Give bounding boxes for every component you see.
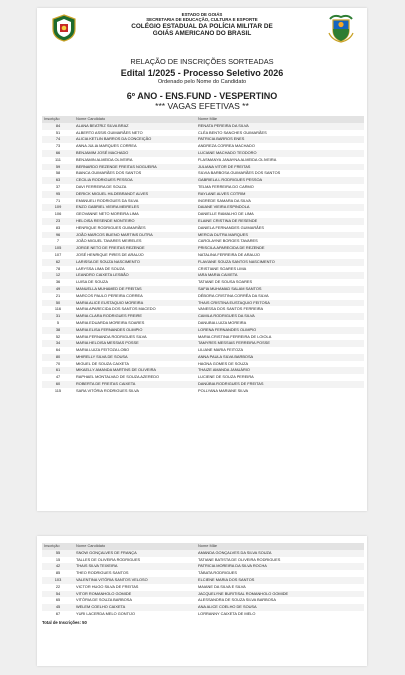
table-row bbox=[42, 557, 364, 564]
table-row bbox=[42, 563, 364, 570]
cell-inscription: 23 bbox=[42, 218, 74, 225]
cell-inscription: 109 bbox=[42, 204, 74, 211]
cell-candidate-name: HENRIQUE RODRIGUES GUIMARÃES bbox=[74, 225, 196, 232]
table-row bbox=[42, 584, 364, 591]
cell-inscription: 71 bbox=[42, 198, 74, 205]
cell-candidate-name: RAPHAEL MONTALVAO DE SOUZA AZEREDO bbox=[74, 374, 196, 381]
cell-mother-name: TATIANE DE SOUSA SOARES bbox=[196, 279, 364, 286]
table-row bbox=[42, 347, 364, 354]
cell-inscription: 52 bbox=[42, 334, 74, 341]
cell-inscription: 65 bbox=[42, 597, 74, 604]
cell-candidate-name: JORGE NETO DE FREITAS REZENDE bbox=[74, 245, 196, 252]
cell-candidate-name: MARIA FERNANDA RODRIGUES SILVA bbox=[74, 334, 196, 341]
cell-candidate-name: MANUELLA MUHAMED DE FREITAS bbox=[74, 286, 196, 293]
table-row bbox=[42, 354, 364, 361]
cell-mother-name: DÉBORA CRISTINA CORRÊA DA SILVA bbox=[196, 293, 364, 300]
cell-mother-name: VANESSA DOS SANTOS FERREIRA bbox=[196, 306, 364, 313]
cell-candidate-name: SARA VITÓRIA RODRIGUES SILVA bbox=[74, 388, 196, 395]
cell-inscription: 42 bbox=[42, 563, 74, 570]
cell-candidate-name: ENZO GABRIEL VIEIRA MEIRELES bbox=[74, 204, 196, 211]
cell-mother-name: ALESSANDRA DE SOUZA SILVA BARBOSA bbox=[196, 597, 364, 604]
cell-candidate-name: MARCOS PAULO PEREIRA CORREA bbox=[74, 293, 196, 300]
table-row bbox=[42, 320, 364, 327]
cell-mother-name: SAFIA MUHAMAD SALAM SANTOS bbox=[196, 286, 364, 293]
cell-candidate-name: MARIA ALICE EUSTAQUIO MOREIRA bbox=[74, 300, 196, 307]
cell-mother-name: HAGNA GOMES DE SOUZA bbox=[196, 361, 364, 368]
cell-inscription: 22 bbox=[42, 584, 74, 591]
cell-candidate-name: MARIA ELISA FERNANDES OLIMPIO bbox=[74, 327, 196, 334]
cell-inscription: 66 bbox=[42, 150, 74, 157]
cell-inscription: 45 bbox=[42, 604, 74, 611]
cell-inscription: 107 bbox=[42, 252, 74, 259]
cell-mother-name: POLLYANA MARIANE SILVA bbox=[196, 388, 364, 395]
cell-candidate-name: MARIA APARECIDA DOS SANTOS MACEDO bbox=[74, 306, 196, 313]
table-row bbox=[42, 191, 364, 198]
grade-title: 6º ANO - ENS.FUND - VESPERTINO bbox=[126, 91, 278, 101]
cell-inscription: 85 bbox=[42, 570, 74, 577]
cell-inscription: 64 bbox=[42, 347, 74, 354]
table-row bbox=[42, 204, 364, 211]
cell-inscription: 51 bbox=[42, 130, 74, 137]
table-row bbox=[42, 293, 364, 300]
cell-candidate-name: GEOVANNE NETO MOREIRA LIMA bbox=[74, 211, 196, 218]
category-title: *** VAGAS EFETIVAS ** bbox=[155, 101, 249, 111]
cell-inscription: 58 bbox=[42, 170, 74, 177]
cell-mother-name: ELCIENE MARIA DOS SANTOS bbox=[196, 577, 364, 584]
table-row bbox=[42, 313, 364, 320]
cell-inscription: 62 bbox=[42, 259, 74, 266]
cell-candidate-name: BERNARDO REZENDE FREITAS NOGUEIRA bbox=[74, 164, 196, 171]
cell-inscription: 5 bbox=[42, 320, 74, 327]
goias-coat-of-arms-icon bbox=[327, 13, 355, 43]
table-row bbox=[42, 184, 364, 191]
cell-candidate-name: LUISA DE SOUZA bbox=[74, 279, 196, 286]
cell-inscription: 38 bbox=[42, 327, 74, 334]
table-row bbox=[42, 177, 364, 184]
cell-mother-name: CRISTIANE SOARES LIMA bbox=[196, 266, 364, 273]
cell-inscription: 105 bbox=[42, 245, 74, 252]
table-row bbox=[42, 259, 364, 266]
cell-inscription: 78 bbox=[42, 266, 74, 273]
cell-candidate-name: HELOISA RESENDE MONTEIRO bbox=[74, 218, 196, 225]
cell-mother-name: THAIS CRISTINA EUSTAQUIO FEITOSA bbox=[196, 300, 364, 307]
table-row bbox=[42, 361, 364, 368]
cell-mother-name: DAIANE VIEIRA ESPINDOLA bbox=[196, 204, 364, 211]
table-row bbox=[42, 550, 364, 557]
document-page-2 bbox=[37, 536, 367, 666]
cell-mother-name: THAIZE AMANDA JANUÁRIO bbox=[196, 367, 364, 374]
cell-mother-name: DANIELA FERNANDES GUIMARÃES bbox=[196, 225, 364, 232]
cell-mother-name: INGREDE SAMARA DA SILVA bbox=[196, 198, 364, 205]
cell-candidate-name: EMANUELI RODRIGUES DA SILVA bbox=[74, 198, 196, 205]
table-row bbox=[42, 577, 364, 584]
cell-candidate-name: TALLES DE OLIVEIRA RODRIGUES bbox=[74, 557, 196, 564]
cell-mother-name: NATALINA FERREIRA DE ARAUJO bbox=[196, 252, 364, 259]
cell-mother-name: DANÚBIA RODRIGUES DE FREITAS bbox=[196, 381, 364, 388]
cell-inscription: 49 bbox=[42, 286, 74, 293]
header-secretariat: SECRETARIA DE EDUCAÇÃO, CULTURA E ESPORTE bbox=[146, 16, 258, 22]
cell-mother-name: LUCIANE MACHADO TEODORO bbox=[196, 150, 364, 157]
cell-mother-name: LORRANNY CAIXETA DE MELO bbox=[196, 611, 364, 618]
cell-candidate-name: JOÃO MIGUEL TAVARES MEIRELES bbox=[74, 238, 196, 245]
cell-inscription: 74 bbox=[42, 136, 74, 143]
table-row bbox=[42, 245, 364, 252]
cell-mother-name: MAIANE DA SILVA E SILVA bbox=[196, 584, 364, 591]
cell-inscription: 70 bbox=[42, 361, 74, 368]
cell-candidate-name: BENJAMIM JOSÉ MACHADO bbox=[74, 150, 196, 157]
header-candidate: Nome Candidato bbox=[74, 543, 196, 550]
table-row bbox=[42, 272, 364, 279]
table-row bbox=[42, 381, 364, 388]
cell-inscription: 111 bbox=[42, 157, 74, 164]
table-row bbox=[42, 136, 364, 143]
military-school-emblem-icon bbox=[51, 14, 77, 42]
cell-mother-name: SILVIA BARBOSA GUIMARÃES DOS SANTOS bbox=[196, 170, 364, 177]
cell-inscription: 106 bbox=[42, 211, 74, 218]
cell-candidate-name: VITOR ROMANHOLO GOMIDE bbox=[74, 591, 196, 598]
cell-mother-name: GABRIELA L RODRIGUES PESSOA bbox=[196, 177, 364, 184]
cell-candidate-name: LARYSSA LIMA DE SOUZA bbox=[74, 266, 196, 273]
cell-mother-name: DANIELLE RAMALHO DE LIMA bbox=[196, 211, 364, 218]
table-row bbox=[42, 374, 364, 381]
cell-inscription: 103 bbox=[42, 577, 74, 584]
cell-mother-name: ANDREZA CORREA MACHADO bbox=[196, 143, 364, 150]
table-row bbox=[42, 367, 364, 374]
cell-inscription: 96 bbox=[42, 232, 74, 239]
cell-inscription: 61 bbox=[42, 367, 74, 374]
table-row bbox=[42, 218, 364, 225]
cell-candidate-name: DAVI FERREIRA DE SOUZA bbox=[74, 184, 196, 191]
cell-mother-name: MARIA CRISTINA FERREIRA DE LOIOLA bbox=[196, 334, 364, 341]
cell-inscription: 67 bbox=[42, 611, 74, 618]
cell-inscription: 73 bbox=[42, 143, 74, 150]
document-page-1 bbox=[37, 8, 367, 511]
cell-mother-name: IARA MARIA CAIXETA bbox=[196, 272, 364, 279]
total-inscriptions: Total de Inscrições: 50 bbox=[42, 619, 87, 625]
cell-inscription: 12 bbox=[42, 272, 74, 279]
cell-candidate-name: BENJAMIN ALMEIDA OLIVEIRA bbox=[74, 157, 196, 164]
table-row bbox=[42, 611, 364, 618]
cell-inscription: 36 bbox=[42, 279, 74, 286]
table-row bbox=[42, 306, 364, 313]
cell-candidate-name: VITÓRIA DE SOUZA BARBOSA bbox=[74, 597, 196, 604]
table-header-row bbox=[42, 543, 364, 550]
cell-mother-name: ANA ALICE COELHO DE SOUSA bbox=[196, 604, 364, 611]
cell-mother-name: TATIANE BATISTA DE OLIVEIRA RODRIGUES bbox=[196, 557, 364, 564]
cell-mother-name: RAYLANE ALVES COTRIM bbox=[196, 191, 364, 198]
cell-mother-name: LILIANE MARIA FEITOZA bbox=[196, 347, 364, 354]
cell-candidate-name: YURI LACERDA MELO GONTIJO bbox=[74, 611, 196, 618]
table-row bbox=[42, 252, 364, 259]
candidates-table bbox=[42, 116, 364, 395]
table-row bbox=[42, 591, 364, 598]
cell-mother-name: TAMYRES MESSIAS FERREIRA POSSE bbox=[196, 340, 364, 347]
cell-candidate-name: MARIA CLARA RODRIGUES FREIRE bbox=[74, 313, 196, 320]
cell-inscription: 47 bbox=[42, 374, 74, 381]
cell-candidate-name: DERICK MIGUEL HILDEBRANDT ALVES bbox=[74, 191, 196, 198]
table-row bbox=[42, 266, 364, 273]
cell-candidate-name: THAIS SILVA TEIXEIRA bbox=[74, 563, 196, 570]
table-row bbox=[42, 327, 364, 334]
cell-inscription: 7 bbox=[42, 238, 74, 245]
cell-inscription: 50 bbox=[42, 300, 74, 307]
header-college-line2: GOIÁS AMERICANO DO BRASIL bbox=[152, 29, 252, 37]
cell-inscription: 116 bbox=[42, 306, 74, 313]
cell-inscription: 54 bbox=[42, 591, 74, 598]
cell-candidate-name: VICTOR HUGO SILVA DE FREITAS bbox=[74, 584, 196, 591]
document-title: RELAÇÃO DE INSCRIÇÕES SORTEADAS bbox=[130, 57, 274, 66]
table-row bbox=[42, 170, 364, 177]
cell-inscription: 34 bbox=[42, 340, 74, 347]
cell-mother-name: CLÉA BENTO SANCHES GUIMARÃES bbox=[196, 130, 364, 137]
table-row bbox=[42, 238, 364, 245]
table-row bbox=[42, 130, 364, 137]
cell-inscription: 15 bbox=[42, 557, 74, 564]
table-row bbox=[42, 604, 364, 611]
cell-candidate-name: ROBERTA DE FREITAS CAIXETA bbox=[74, 381, 196, 388]
cell-mother-name: FLAVIANE SOUZA SANTOS NASCIMENTO bbox=[196, 259, 364, 266]
cell-inscription: 80 bbox=[42, 354, 74, 361]
table-row bbox=[42, 388, 364, 395]
cell-mother-name: TÁBATA RODRIGUES bbox=[196, 570, 364, 577]
cell-mother-name: ANNA PAULA SILVA BARBOSA bbox=[196, 354, 364, 361]
cell-inscription: 59 bbox=[42, 164, 74, 171]
cell-candidate-name: MHIRELLY SILVA DE SOUSA bbox=[74, 354, 196, 361]
cell-mother-name: AMANDA GONÇALVES DA SILVA SOUZA bbox=[196, 550, 364, 557]
header-mother: Nome Mãe bbox=[196, 116, 364, 123]
cell-inscription: 115 bbox=[42, 388, 74, 395]
header-inscription: Inscrição bbox=[42, 543, 74, 550]
cell-candidate-name: THEO RODRIGUES SANTOS bbox=[74, 570, 196, 577]
header-candidate: Nome Candidato bbox=[74, 116, 196, 123]
table-row bbox=[42, 150, 364, 157]
cell-mother-name: JACQUELYNE BURITISAL ROMANHOLO GOMIDE bbox=[196, 591, 364, 598]
cell-candidate-name: LEANDRO CAIXETA LESBÃO bbox=[74, 272, 196, 279]
cell-mother-name: JULIANA VITOR DE FREITAS bbox=[196, 164, 364, 171]
header-state: ESTADO DE GOIÁS bbox=[181, 12, 223, 17]
cell-mother-name: LUCIENE DE SOUZA PEREIRA bbox=[196, 374, 364, 381]
header-inscription: Inscrição bbox=[42, 116, 74, 123]
table-row bbox=[42, 198, 364, 205]
table-row bbox=[42, 597, 364, 604]
cell-candidate-name: MARIA LUIZA FEITOZA LOBO bbox=[74, 347, 196, 354]
edital-title: Edital 1/2025 - Processo Seletivo 2026 bbox=[120, 68, 284, 78]
table-row bbox=[42, 340, 364, 347]
table-row bbox=[42, 286, 364, 293]
cell-candidate-name: ALANA BEATRIZ SILVA BRAZ bbox=[74, 123, 196, 130]
cell-mother-name: CAROLAYNE BORGES TAVARES bbox=[196, 238, 364, 245]
cell-inscription: 21 bbox=[42, 293, 74, 300]
cell-inscription: 60 bbox=[42, 381, 74, 388]
table-header-row bbox=[42, 116, 364, 123]
table-row bbox=[42, 279, 364, 286]
table-row bbox=[42, 300, 364, 307]
cell-mother-name: ELAINE CRISTINA DE RESENDE bbox=[196, 218, 364, 225]
cell-mother-name: PATRICIA MOREIRA DA SILVA ROCHA bbox=[196, 563, 364, 570]
candidates-table-continued bbox=[42, 543, 364, 618]
header-college-line1: COLÉGIO ESTADUAL DA POLÍCIA MILITAR DE bbox=[131, 22, 273, 30]
cell-inscription: 37 bbox=[42, 184, 74, 191]
cell-mother-name: MERCIA DUTRA MARQUES bbox=[196, 232, 364, 239]
cell-inscription: 55 bbox=[42, 550, 74, 557]
cell-candidate-name: ANNA JULIA MARQUES CORREA bbox=[74, 143, 196, 150]
table-row bbox=[42, 143, 364, 150]
cell-mother-name: PATRICIA BARROS ENES bbox=[196, 136, 364, 143]
table-row bbox=[42, 157, 364, 164]
cell-inscription: 83 bbox=[42, 225, 74, 232]
cell-mother-name: PRISCILA APARECIDA DE REZENDE bbox=[196, 245, 364, 252]
table-row bbox=[42, 211, 364, 218]
table-row bbox=[42, 570, 364, 577]
cell-mother-name: RENATA PEREIRA DA SILVA bbox=[196, 123, 364, 130]
cell-mother-name: DANUBIA LUIZA MOREIRA bbox=[196, 320, 364, 327]
cell-mother-name: FLASMANYA JANAYNA ALMEIDA OLIVEIRA bbox=[196, 157, 364, 164]
cell-candidate-name: MARIA HELOISA MESSIAS POSSE bbox=[74, 340, 196, 347]
cell-candidate-name: JOSÉ HENRIQUE PIRES DE ARAUJO bbox=[74, 252, 196, 259]
table-row bbox=[42, 225, 364, 232]
table-row bbox=[42, 123, 364, 130]
cell-candidate-name: MIGUEL DE SOUZA CAIXETA bbox=[74, 361, 196, 368]
cell-candidate-name: SNOW GONÇALVES DE FRANÇA bbox=[74, 550, 196, 557]
cell-inscription: 31 bbox=[42, 313, 74, 320]
cell-candidate-name: VALENTINA VITÓRIA SANTOS VELOSO bbox=[74, 577, 196, 584]
ordering-note: Ordenado pelo Nome do Candidato bbox=[157, 79, 247, 85]
letterhead bbox=[37, 8, 367, 52]
cell-candidate-name: BIANCA GUIMARÃES DOS SANTOS bbox=[74, 170, 196, 177]
cell-candidate-name: ALICIA KETLIN BARROS DA CONCEIÇÃO bbox=[74, 136, 196, 143]
cell-mother-name: LORENA FERNANDES OLIMPIO bbox=[196, 327, 364, 334]
cell-inscription: 84 bbox=[42, 123, 74, 130]
cell-candidate-name: MARIA EDUARDA MOREIRA SOARES bbox=[74, 320, 196, 327]
cell-candidate-name: JOÃO MARCOS BUENO MARTINS DUTRA bbox=[74, 232, 196, 239]
table-row bbox=[42, 164, 364, 171]
cell-candidate-name: ALBERTO ASSIS GUIMARÃES NETO bbox=[74, 130, 196, 137]
cell-candidate-name: WELEM COELHO CAIXETA bbox=[74, 604, 196, 611]
cell-candidate-name: MIKAELLY AMANDA MARTINS DE OLIVEIRA bbox=[74, 367, 196, 374]
cell-inscription: 63 bbox=[42, 177, 74, 184]
cell-mother-name: CAMILA RODRIGUES DA SILVA bbox=[196, 313, 364, 320]
header-mother: Nome Mãe bbox=[196, 543, 364, 550]
cell-inscription: 95 bbox=[42, 191, 74, 198]
cell-candidate-name: LARISSA DE SOUZA NASCIMENTO bbox=[74, 259, 196, 266]
cell-mother-name: TELMA FERREIRA DO CARMO bbox=[196, 184, 364, 191]
cell-candidate-name: CECILIA RODRIGUES PESSOA bbox=[74, 177, 196, 184]
table-row bbox=[42, 334, 364, 341]
table-row bbox=[42, 232, 364, 239]
